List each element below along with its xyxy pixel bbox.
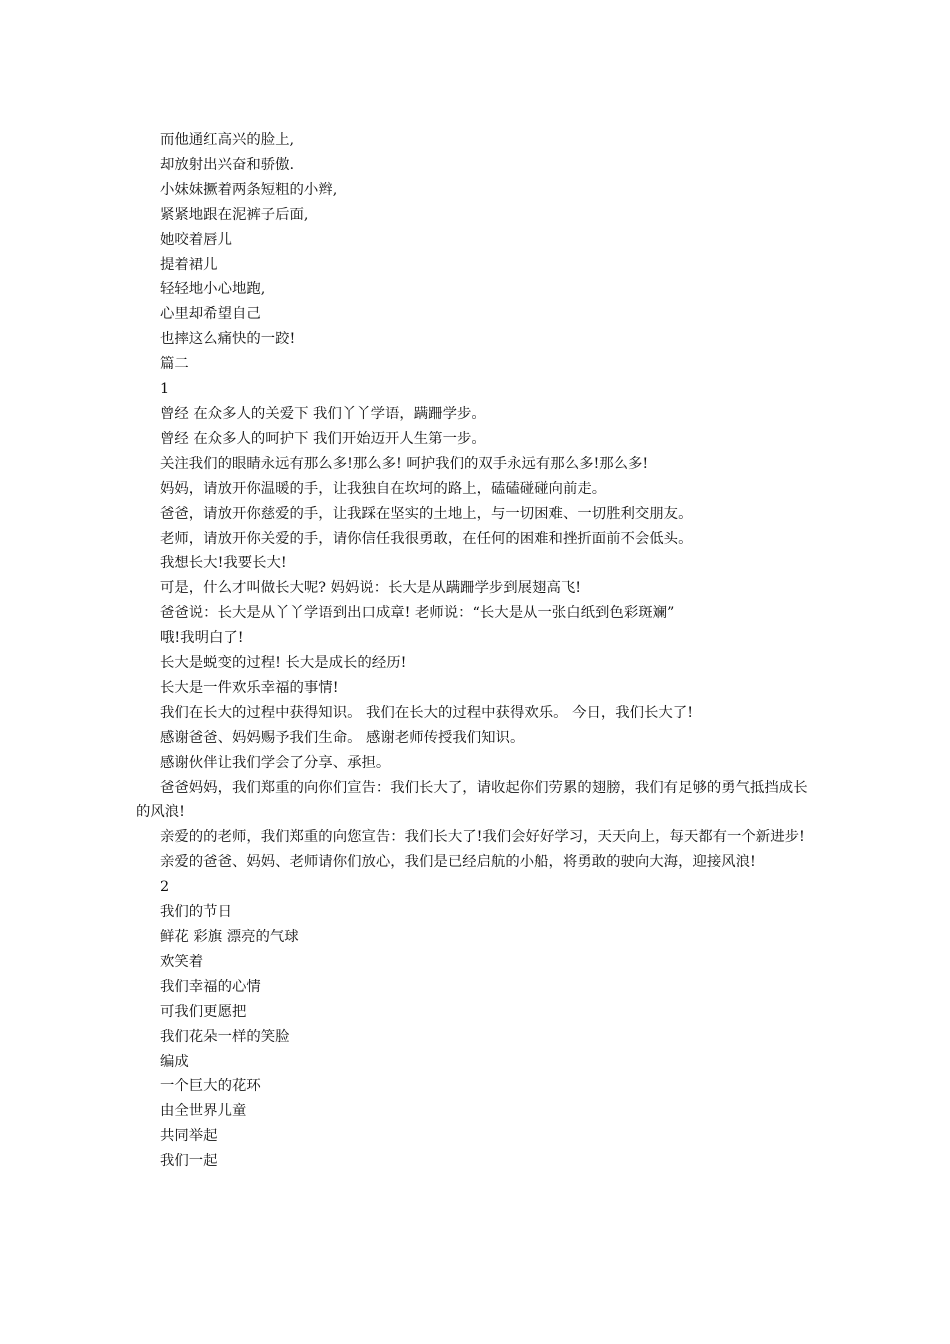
part-number: 1	[160, 381, 170, 398]
poem-line: 提着裙儿	[160, 256, 218, 273]
poem-line: 由全世界儿童	[160, 1103, 247, 1120]
text-line: 长大是蜕变的过程! 长大是成长的经历!	[160, 655, 407, 672]
text-line: 爸爸说：长大是从丫丫学语到出口成章! 老师说：“长大是从一张白纸到色彩斑斓”	[160, 605, 675, 622]
poem-line: 轻轻地小心地跑,	[160, 281, 266, 298]
part-number: 2	[160, 879, 170, 896]
text-line: 哦!我明白了!	[160, 630, 244, 647]
text-line: 妈妈，请放开你温暖的手，让我独自在坎坷的路上，磕磕碰碰向前走。	[160, 480, 607, 497]
text-line: 可是，什么才叫做长大呢? 妈妈说：长大是从蹒跚学步到展翅高飞!	[160, 580, 582, 597]
poem-line: 可我们更愿把	[160, 1003, 247, 1020]
poem-line: 也摔这么痛快的一跤!	[160, 331, 296, 348]
poem-line: 我们花朵一样的笑脸	[160, 1028, 290, 1045]
paragraph: 爸爸妈妈，我们郑重的向你们宣告：我们长大了，请收起你们劳累的翅膀，我们有足够的勇气抵挡成长的风浪!	[136, 779, 808, 821]
text-line: 爸爸，请放开你慈爱的手，让我踩在坚实的土地上，与一切困难、一切胜利交朋友。	[160, 505, 693, 522]
document-body	[136, 128, 816, 1174]
text-line: 曾经 在众多人的关爱下 我们丫丫学语，蹒跚学步。	[160, 405, 486, 422]
paragraph: 亲爱的的老师，我们郑重的向您宣告：我们长大了!我们会好好学习，天天向上，每天都有一个新进步!	[160, 829, 805, 846]
text-line: 我想长大!我要长大!	[160, 555, 287, 572]
poem-line: 紧紧地跟在泥裤子后面,	[160, 206, 309, 223]
poem-line: 鲜花 彩旗 漂亮的气球	[160, 929, 299, 945]
poem-line: 却放射出兴奋和骄傲.	[160, 156, 295, 173]
poem-line: 而他通红高兴的脸上,	[160, 132, 295, 148]
poem-line: 她咬着唇儿	[160, 231, 232, 248]
paragraph: 亲爱的爸爸、妈妈、老师请你们放心，我们是已经启航的小船，将勇敢的驶向大海，迎接风浪!	[160, 854, 756, 871]
poem-line: 我们幸福的心情	[160, 978, 261, 995]
poem-line: 编成	[160, 1053, 189, 1070]
poem-line: 心里却希望自己	[160, 306, 261, 323]
poem-line: 小妹妹撅着两条短粗的小辫,	[160, 181, 338, 198]
poem-line: 共同举起	[160, 1128, 218, 1145]
text-line: 感谢爸爸、妈妈赐予我们生命。 感谢老师传授我们知识。	[160, 729, 525, 746]
text-line: 感谢伙伴让我们学会了分享、承担。	[160, 754, 391, 771]
text-line: 关注我们的眼睛永远有那么多!那么多! 呵护我们的双手永远有那么多!那么多!	[160, 455, 649, 472]
poem-line: 我们的节日	[160, 904, 232, 921]
section-title: 篇二	[160, 356, 189, 373]
poem-line: 我们一起	[160, 1153, 218, 1170]
text-line: 曾经 在众多人的呵护下 我们开始迈开人生第一步。	[160, 430, 486, 447]
text-line: 长大是一件欢乐幸福的事情!	[160, 679, 339, 696]
poem-line: 欢笑着	[160, 953, 204, 970]
text-line: 老师，请放开你关爱的手，请你信任我很勇敢，在任何的困难和挫折面前不会低头。	[160, 530, 693, 547]
poem-line: 一个巨大的花环	[160, 1078, 261, 1095]
text-line: 我们在长大的过程中获得知识。 我们在长大的过程中获得欢乐。 今日，我们长大了!	[160, 704, 693, 721]
